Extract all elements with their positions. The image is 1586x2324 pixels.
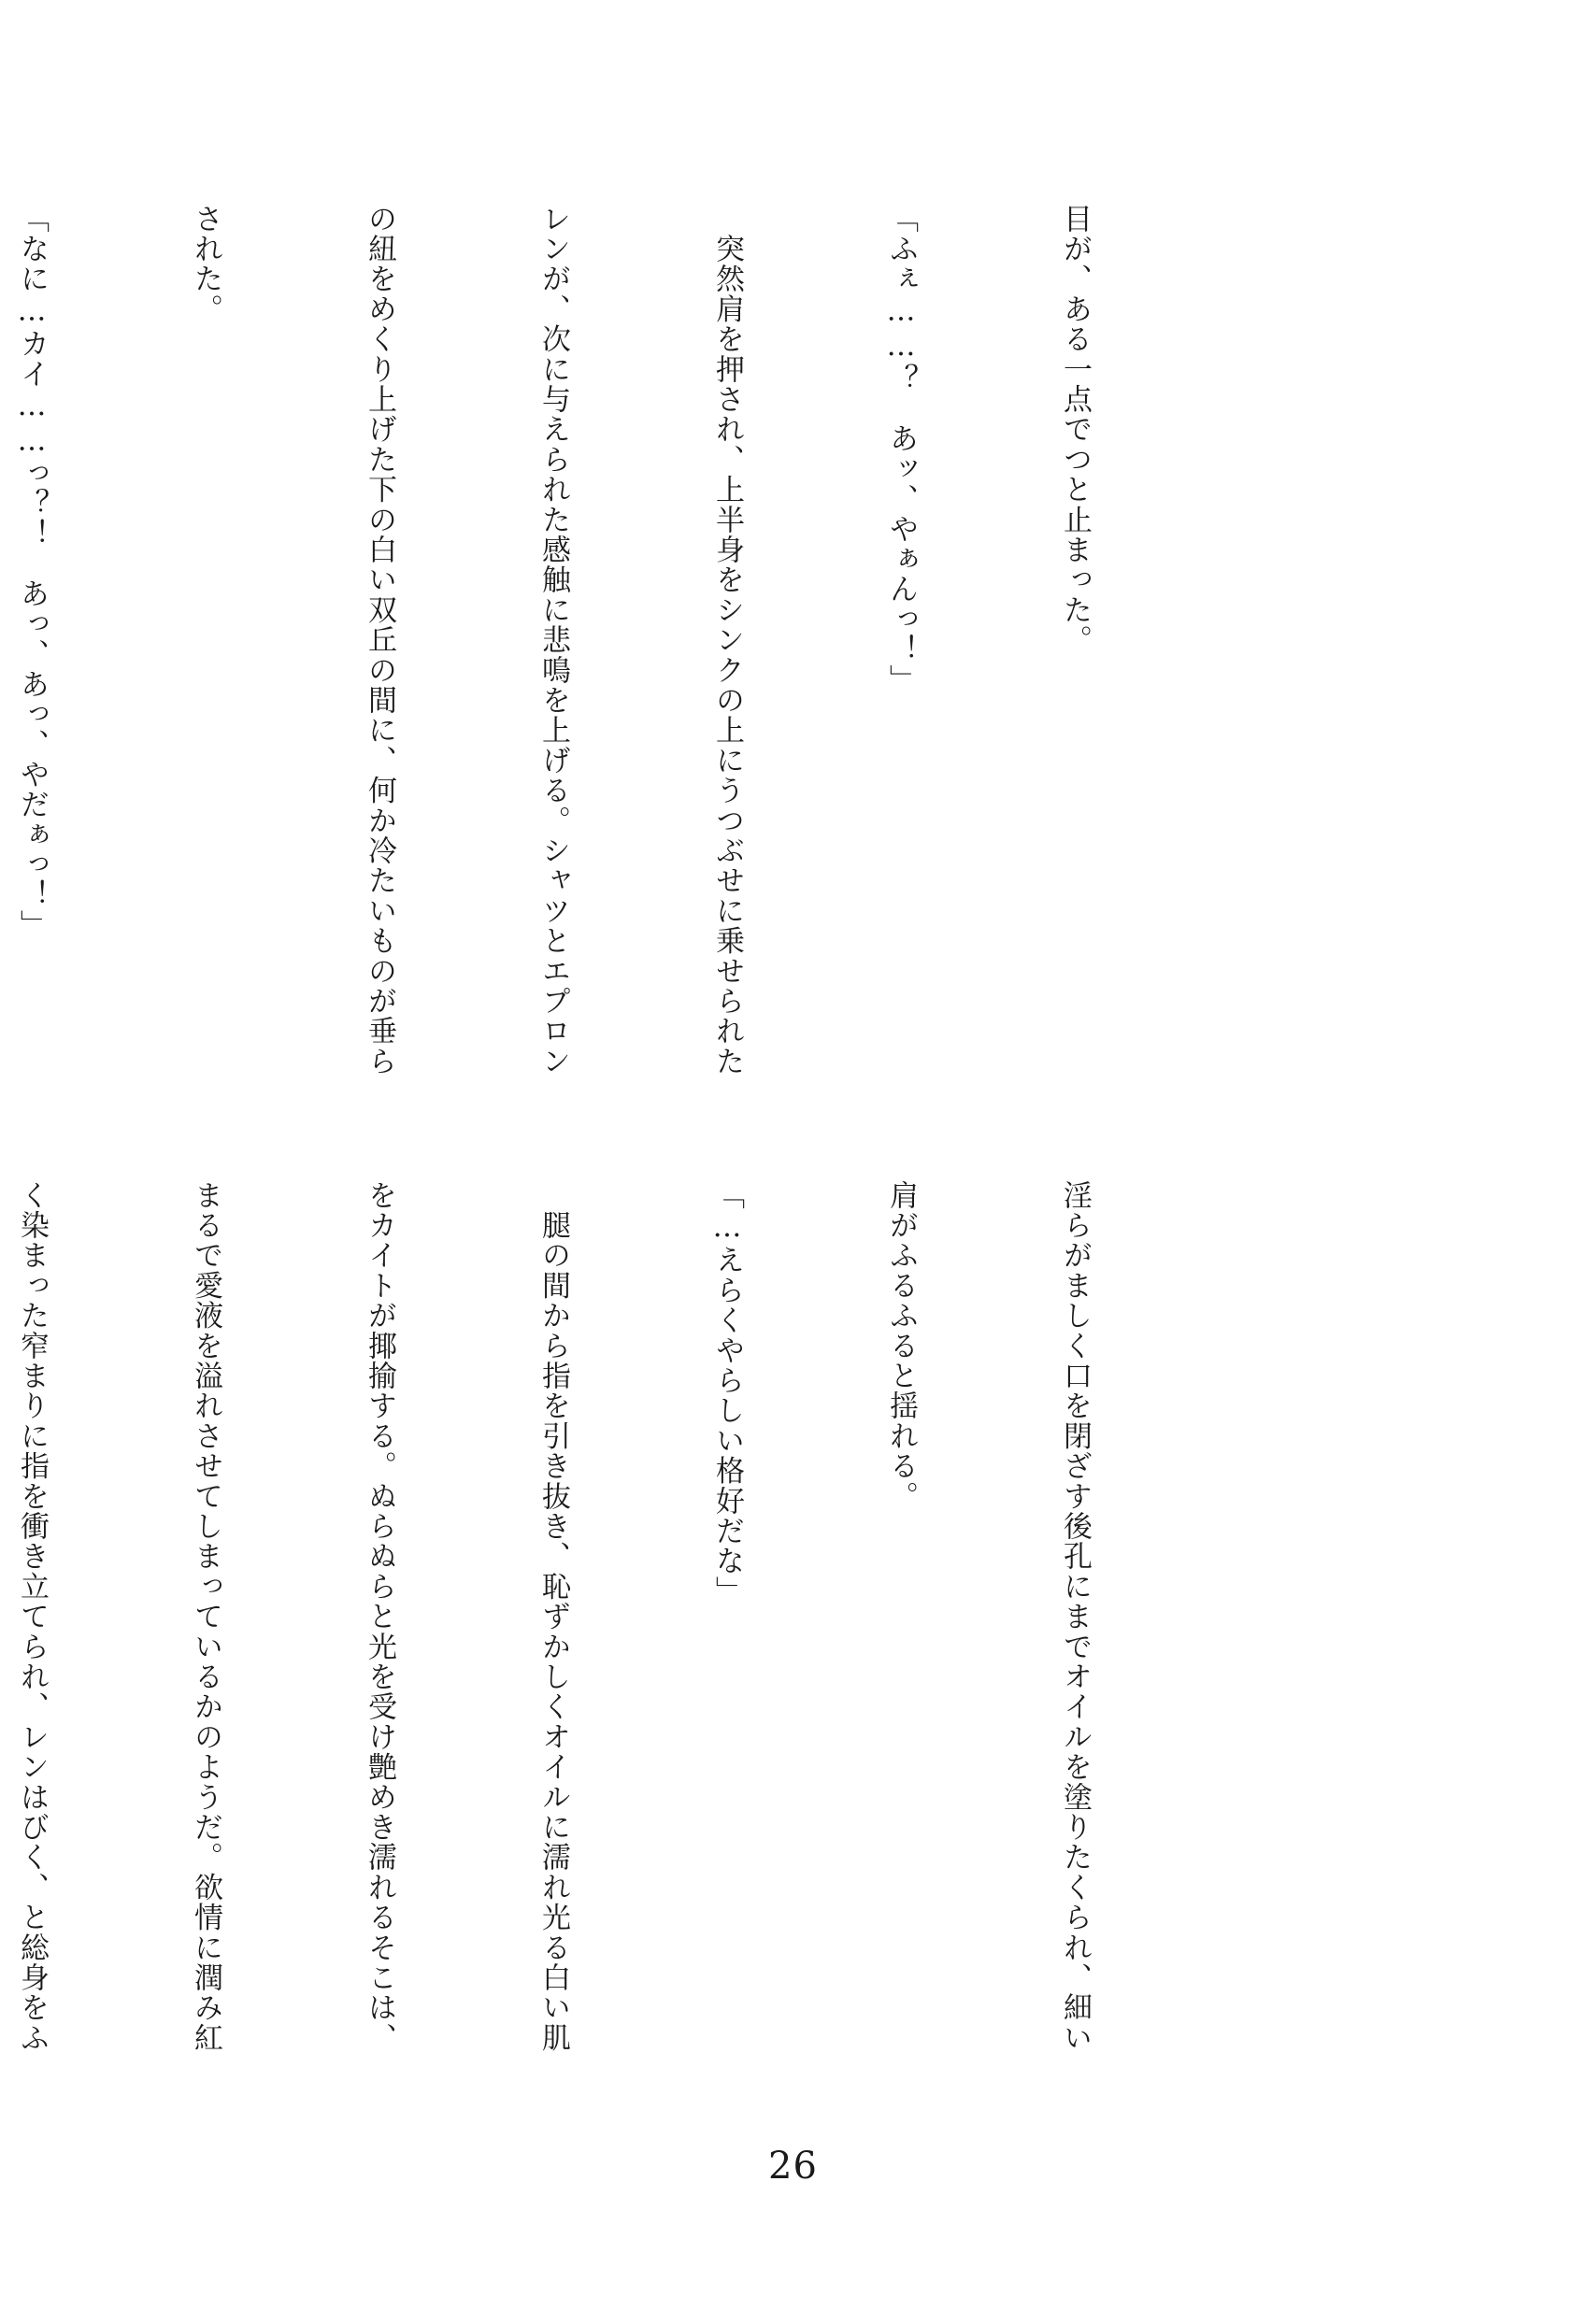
text-block-lower <box>0 1180 1220 2105</box>
text-line: 肩がふるふると揺れる。 <box>884 1180 918 1512</box>
text-line: をカイトが揶揄する。ぬらぬらと光を受け艶めき濡れるそこは、 <box>363 1180 396 2053</box>
text-line: 目が、ある一点でつと止まった。 <box>1058 204 1092 655</box>
text-line: く染まった窄まりに指を衝き立てられ、レンはびく、と総身をふ <box>15 1180 49 2053</box>
text-line: 「ふぇ……？ あッ、やぁんっ！」 <box>884 204 918 695</box>
text-line: 腿の間から指を引き抜き、恥ずかしくオイルに濡れ光る白い肌 <box>536 1180 570 2053</box>
text-line: 突然肩を押され、上半身をシンクの上にうつぶせに乗せられた <box>710 204 744 1076</box>
text-line: まるで愛液を溢れさせてしまっているかのようだ。欲情に潤み紅 <box>189 1180 222 2053</box>
text-line: された。 <box>189 204 222 324</box>
text-line: 「…えらくやらしい格好だな」 <box>710 1180 744 1606</box>
text-line: レンが、次に与えられた感触に悲鳴を上げる。シャツとエプロン <box>536 204 570 1076</box>
text-block-upper <box>0 204 1220 1091</box>
text-line: 淫らがましく口を閉ざす後孔にまでオイルを塗りたくられ、細い <box>1058 1180 1092 2053</box>
page-number: 26 <box>768 2145 818 2188</box>
text-line: 「なに…カイ……っ？！ あっ、あっ、やだぁっ！」 <box>15 204 49 940</box>
text-line: の紐をめくり上げた下の白い双丘の間に、何か冷たいものが垂ら <box>363 204 396 1076</box>
